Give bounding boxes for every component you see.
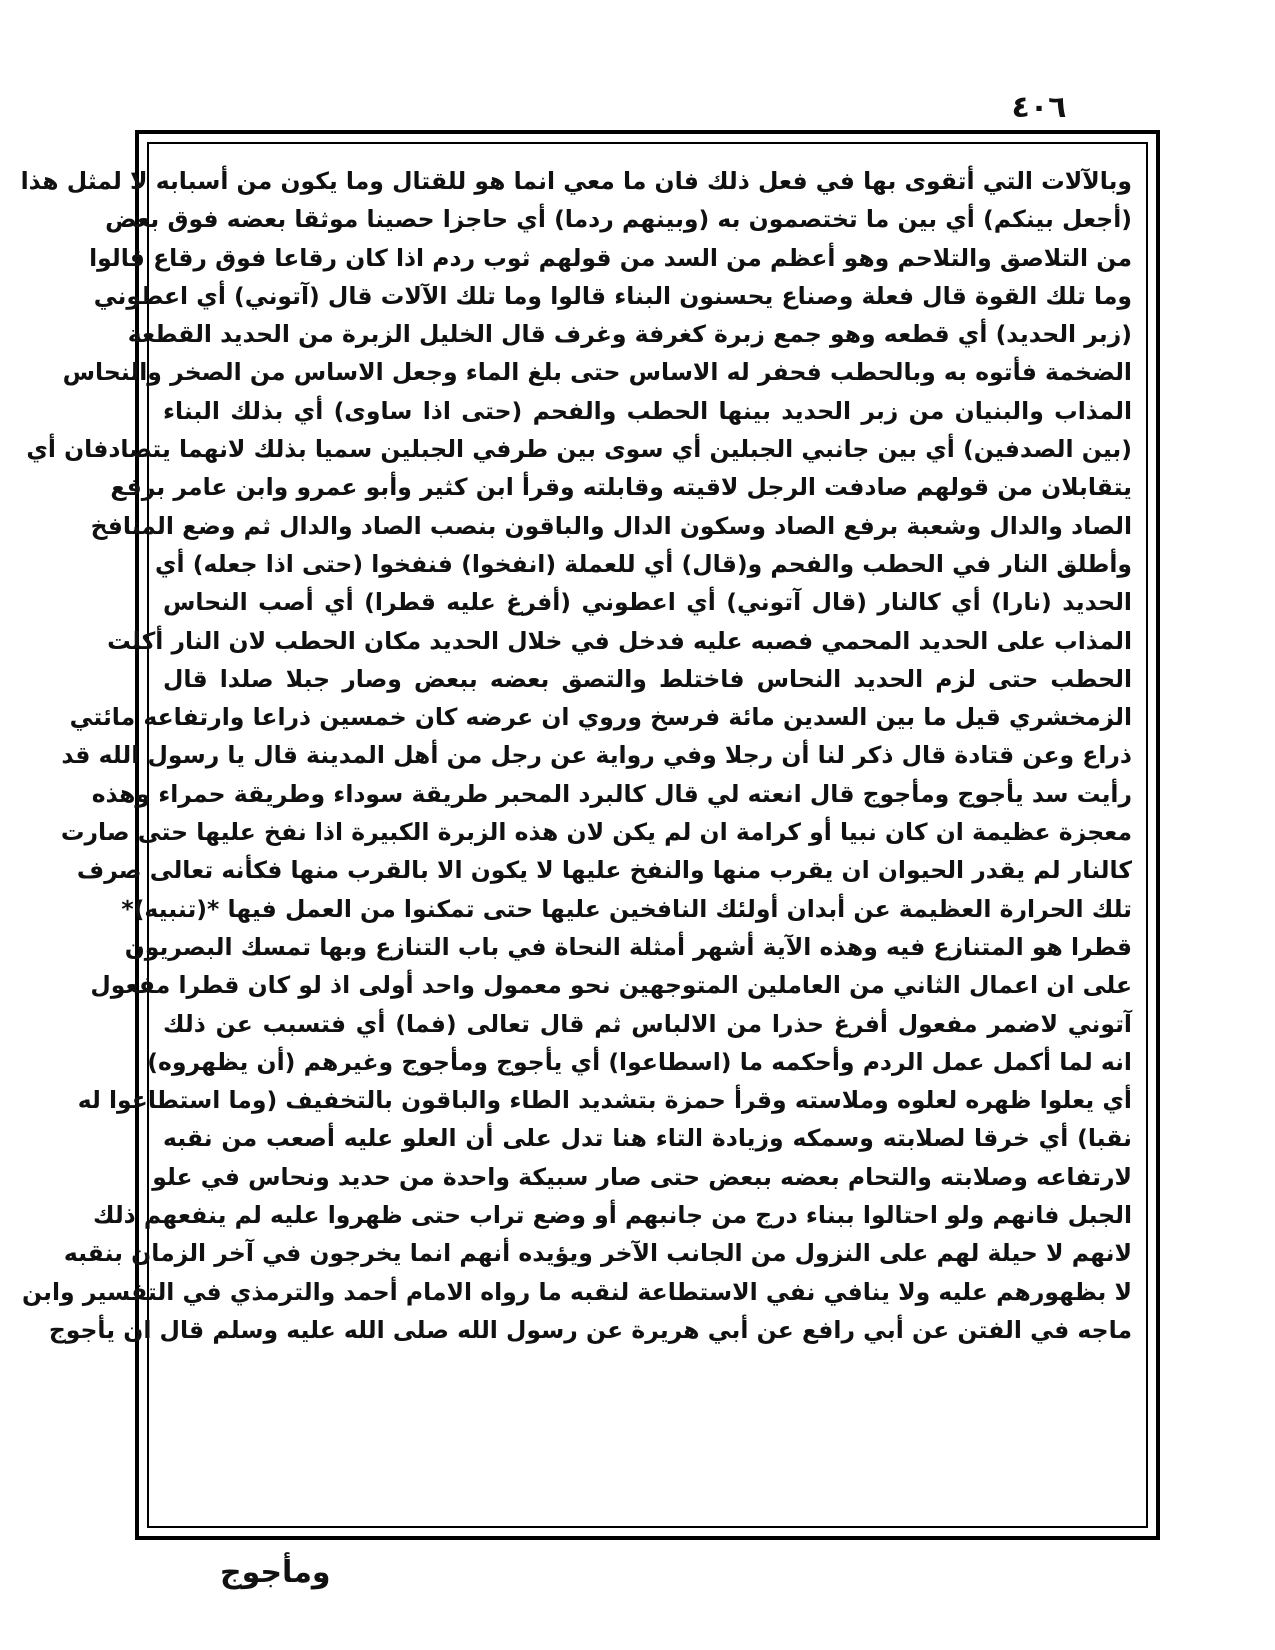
text-frame bbox=[20, 142, 1148, 1528]
text-line: من التلاصق والتلاحم وهو أعظم من السد من قولهم ثوب ردم اذا كان رقاعا فوق رقاع قالوا bbox=[89, 243, 1132, 272]
text-line: الصاد والدال وشعبة برفع الصاد وسكون الدال والباقون بنصب الصاد والدال ثم وضع المنافخ bbox=[90, 511, 1132, 540]
text-line: ماجه في الفتن عن أبي رافع عن أبي هريرة عن رسول الله صلى الله عليه وسلم قال ان يأجوج bbox=[48, 1315, 1132, 1344]
text-line: لارتفاعه وصلابته والتحام بعضه ببعض حتى صار سبيكة واحدة من حديد ونحاس في علو bbox=[152, 1162, 1132, 1191]
text-line: الحديد (نارا) أي كالنار (قال آتوني) أي اعطوني (أفرغ عليه قطرا) أي أصب النحاس bbox=[163, 588, 1132, 617]
catchword: ومأجوج bbox=[220, 1555, 331, 1590]
text-line: تلك الحرارة العظيمة عن أبدان أولئك النافخين عليها حتى تمكنوا من العمل فيها *(تنبيه)* bbox=[121, 894, 1132, 923]
text-line: انه لما أكمل عمل الردم وأحكمه ما (اسطاعوا) أي يأجوج ومأجوج وغيرهم (أن يظهروه) bbox=[147, 1047, 1132, 1076]
text-line: قطرا هو المتنازع فيه وهذه الآية أشهر أمثلة النحاة في باب التنازع وبها تمسك البصريون bbox=[124, 932, 1132, 961]
text-line: كالنار لم يقدر الحيوان ان يقرب منها والنفخ عليها لا يكون الا بالقرب منها فكأنه تعالى صرف bbox=[76, 856, 1132, 885]
text-line: (بين الصدفين) أي بين جانبي الجبلين أي سوى بين طرفي الجبلين سميا بذلك لانهما يتصادفان أي bbox=[26, 435, 1132, 464]
text-line: على ان اعمال الثاني من العاملين المتوجهين نحو معمول واحد أولى اذ لو كان قطرا مفعول bbox=[90, 971, 1132, 1000]
text-line: المذاب والبنيان من زبر الحديد بينها الحطب والفحم (حتى اذا ساوى) أي بذلك البناء bbox=[163, 396, 1132, 425]
page-number: ٤٠٦ bbox=[1011, 90, 1067, 125]
text-line: لا بظهورهم عليه ولا ينافي نفي الاستطاعة لنقبه ما رواه الامام أحمد والترمذي في التفسير وابن bbox=[22, 1277, 1132, 1306]
text-line: (أجعل بينكم) أي بين ما تختصمون به (وبينهم ردما) أي حاجزا حصينا موثقا بعضه فوق بعض bbox=[105, 205, 1132, 234]
text-line: وأطلق النار في الحطب والفحم و(قال) أي للعملة (انفخوا) فنفخوا (حتى اذا جعله) أي bbox=[154, 549, 1132, 578]
text-body bbox=[20, 162, 1132, 1349]
text-line: لانهم لا حيلة لهم على النزول من الجانب الآخر ويؤيده أنهم انما يخرجون في آخر الزمان بنقبه bbox=[63, 1239, 1132, 1268]
text-line: وما تلك القوة قال فعلة وصناع يحسنون البناء قالوا وما تلك الآلات قال (آتوني) أي اعطوني bbox=[93, 281, 1132, 310]
text-line: الجبل فانهم ولو احتالوا ببناء درج من جانبهم أو وضع تراب حتى ظهروا عليه لم ينفعهم ذلك bbox=[92, 1201, 1132, 1230]
text-line: يتقابلان من قولهم صادفت الرجل لاقيته وقابلته وقرأ ابن كثير وأبو عمرو وابن عامر برفع bbox=[110, 473, 1132, 502]
text-line: معجزة عظيمة ان كان نبيا أو كرامة ان لم يكن لان هذه الزبرة الكبيرة اذا نفخ عليها حتى صارت bbox=[60, 818, 1132, 847]
page-frame bbox=[20, 130, 1160, 1540]
text-line: نقبا) أي خرقا لصلابته وسمكه وزيادة التاء هنا تدل على أن العلو عليه أصعب من نقبه bbox=[163, 1124, 1132, 1153]
text-line: ذراع وعن قتادة قال ذكر لنا أن رجلا وفي رواية عن رجل من أهل المدينة قال يا رسول الله قد bbox=[61, 741, 1132, 770]
text-line: الزمخشري قيل ما بين السدين مائة فرسخ وروي ان عرضه كان خمسين ذراعا وارتفاعه مائتي bbox=[69, 703, 1132, 732]
text-line: أي يعلوا ظهره لعلوه وملاسته وقرأ حمزة بتشديد الطاء والباقون بالتخفيف (وما استطاعوا له bbox=[77, 1086, 1132, 1115]
text-line: آتوني لاضمر مفعول أفرغ حذرا من الالباس ثم قال تعالى (فما) أي فتسبب عن ذلك bbox=[163, 1009, 1132, 1038]
text-line: رأيت سد يأجوج ومأجوج قال انعته لي قال كالبرد المحبر طريقة سوداء وطريقة حمراء وهذه bbox=[91, 779, 1132, 808]
text-line: الحطب حتى لزم الحديد النحاس فاختلط والتصق بعضه ببعض وصار جبلا صلدا قال bbox=[163, 664, 1132, 693]
text-line: وبالآلات التي أتقوى بها في فعل ذلك فان ما معي انما هو للقتال وما يكون من أسبابه لا لمثل هذا bbox=[20, 167, 1132, 195]
text-line: المذاب على الحديد المحمي فصبه عليه فدخل في خلال الحديد مكان الحطب لان النار أكلت bbox=[107, 626, 1132, 655]
text-line: الضخمة فأتوه به وبالحطب فحفر له الاساس حتى بلغ الماء وجعل الاساس من الصخر والنحاس bbox=[62, 358, 1132, 387]
text-line: (زبر الحديد) أي قطعه وهو جمع زبرة كغرفة وغرف قال الخليل الزبرة من الحديد القطعة bbox=[127, 320, 1132, 349]
